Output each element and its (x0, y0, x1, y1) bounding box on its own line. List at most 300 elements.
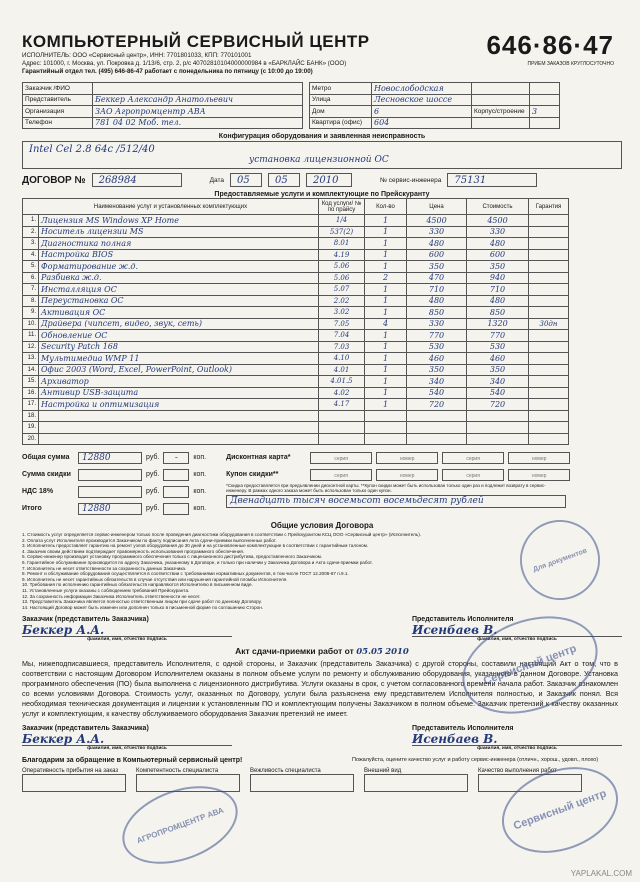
address-field-label-2 (472, 83, 530, 95)
service-qty: 1 (365, 284, 407, 296)
address-field-value-2: 3 (530, 106, 560, 118)
requisites-line-2: Адрес: 101000, г. Москва, ул. Покровка д. 1/13/6, стр. 2, р/с 40702810104000000984 в «БАРКЛАЙС БАНК» (ООО) (22, 60, 347, 67)
service-row (23, 376, 569, 388)
total-kop: коп. (193, 505, 207, 512)
service-price: 350 (407, 364, 467, 376)
service-cost: 4500 (467, 215, 529, 227)
col-name-header: Наименование услуг и установленных комплектующих (23, 199, 319, 215)
services-table (22, 198, 569, 445)
service-price: 770 (407, 330, 467, 342)
act-year: 2010 (385, 647, 409, 658)
thanks-text: Благодарим за обращение в Компьютерный сервисный центр! (22, 757, 243, 765)
service-code: 3.02 (319, 307, 365, 319)
service-warranty (529, 307, 569, 319)
discount-rub: руб. (146, 471, 160, 478)
service-num: 12. (23, 341, 39, 353)
service-price: 710 (407, 284, 467, 296)
service-cost: 530 (467, 341, 529, 353)
service-qty: 1 (365, 295, 407, 307)
thanks-row (22, 757, 622, 764)
sum-label: Общая сумма (22, 454, 70, 461)
service-row (23, 433, 569, 445)
customer-signature (22, 616, 232, 642)
service-warranty (529, 238, 569, 250)
service-warranty (529, 410, 569, 422)
service-warranty (529, 353, 569, 365)
service-code: 2.02 (319, 295, 365, 307)
conditions-title: Общие условия Договора (270, 521, 374, 530)
sum-value: 12880 (78, 452, 142, 464)
service-row (23, 307, 569, 319)
vat-value (78, 486, 142, 498)
service-warranty (529, 422, 569, 434)
service-row (23, 215, 569, 227)
service-code: 7.03 (319, 341, 365, 353)
service-price (407, 410, 467, 422)
service-cost: 480 (467, 238, 529, 250)
service-qty: 1 (365, 387, 407, 399)
address-field-value-2 (530, 117, 560, 129)
address-field-value-2 (530, 83, 560, 95)
rating-1 (22, 768, 126, 792)
service-price: 530 (407, 341, 467, 353)
company-name: КОМПЬЮТЕРНЫЙ СЕРВИСНЫЙ ЦЕНТР (22, 32, 370, 51)
service-num: 9. (23, 307, 39, 319)
customer-left-table (22, 82, 303, 129)
total-rub: руб. (146, 505, 160, 512)
card-number-2: номер (508, 452, 570, 464)
discount-note: *Скидка предоставляется при предъявлении дисконтной карты. **Купон скидки может быть использован только один раз и подлежит возврату в сервис-инженеру. В рамках одного заказа может быть использован только один купон. (226, 483, 546, 493)
service-warranty (529, 433, 569, 445)
col-qty-header: Кол-во (365, 199, 407, 215)
service-code (319, 433, 365, 445)
sum-row (22, 449, 206, 466)
address-field-label-2 (472, 94, 530, 106)
service-price: 720 (407, 399, 467, 411)
address-row (310, 94, 560, 106)
service-num: 2. (23, 226, 39, 238)
service-qty: 1 (365, 399, 407, 411)
warranty-line: Гарантийный отдел тел. (495) 646-86-47 работает с понедельника по пятницу (с 10:00 до 19:00) (22, 68, 313, 75)
totals-block (22, 449, 622, 517)
service-name: Антивир USB-защита (39, 387, 319, 399)
service-qty: 1 (365, 364, 407, 376)
service-row (23, 249, 569, 261)
date-month: 05 (268, 173, 300, 187)
vat-kop-value (163, 486, 189, 498)
evaluate-text: Пожалуйста, оцените качество услуг и работу сервис-инженера (отличн., хорош., удовл., плохо) (352, 757, 599, 764)
service-code: 5.06 (319, 261, 365, 273)
total-in-words: Двенадцать тысяч восемьсот восемьдесят рублей (226, 495, 566, 508)
condition-item: 5. Сервис-инженер производит установку программного обеспечения только с лицензионного дистрибутива, предоставленного Заказчиком. (22, 554, 323, 560)
service-cost: 710 (467, 284, 529, 296)
service-warranty (529, 387, 569, 399)
service-num: 19. (23, 422, 39, 434)
service-name (39, 433, 319, 445)
service-code (319, 410, 365, 422)
config-title: Конфигурация оборудования и заявленная неисправность (218, 133, 426, 140)
phone-number: 646·86·47 (486, 30, 614, 60)
condition-item: 10. Требования по исполнению гарантийных обязательств направляются Исполнителю в письменном виде. (22, 582, 253, 588)
service-name: Архиватор (39, 376, 319, 388)
phone-block (486, 30, 614, 76)
coupon-series-2: серия (442, 469, 504, 481)
service-num: 18. (23, 410, 39, 422)
service-price: 460 (407, 353, 467, 365)
card-row (226, 449, 570, 466)
service-code: 4.10 (319, 353, 365, 365)
service-code: 4.17 (319, 399, 365, 411)
service-cost: 940 (467, 272, 529, 284)
service-qty: 1 (365, 353, 407, 365)
service-code: 4.19 (319, 249, 365, 261)
service-price: 480 (407, 238, 467, 250)
totals-right (226, 449, 570, 517)
coupon-label: Купон скидки** (226, 471, 279, 478)
address-field-label-2 (472, 117, 530, 129)
service-row (23, 295, 569, 307)
col-warranty-header: Гарантия (529, 199, 569, 215)
customer-field-value: Беккер Александр Анатольевич (93, 94, 303, 106)
service-name: Переустановка ОС (39, 295, 319, 307)
service-num: 15. (23, 376, 39, 388)
service-num: 4. (23, 249, 39, 261)
service-cost: 540 (467, 387, 529, 399)
date-label: Дата (209, 176, 224, 184)
executor-sign-caption: фамилия, имя, отчество подпись (477, 637, 557, 643)
service-cost: 460 (467, 353, 529, 365)
address-field-value: 6 (372, 106, 472, 118)
service-code: 5.07 (319, 284, 365, 296)
service-name: Настройка и оптимизация (39, 399, 319, 411)
condition-item: 6. Гарантийное обслуживание производится по адресу Заказчика, указанному в Договоре, и только при наличии у Заказчика Договора и Акта сдачи-приемки работ. (22, 559, 373, 565)
service-num: 20. (23, 433, 39, 445)
service-warranty (529, 341, 569, 353)
total-row (22, 500, 206, 517)
contract-number: 268984 (92, 173, 182, 187)
service-cost: 350 (467, 261, 529, 273)
service-cost: 350 (467, 364, 529, 376)
service-row (23, 422, 569, 434)
service-name: Офис 2003 (Word, Excel, PowerPoint, Outlook) (39, 364, 319, 376)
service-code (319, 422, 365, 434)
watermark: YAPLAKAL.COM (570, 869, 632, 878)
act-customer-value: Беккер А.А. (22, 732, 232, 746)
customer-sign-caption: фамилия, имя, отчество подпись (87, 637, 167, 643)
service-name: Мультимедиа WMP 11 (39, 353, 319, 365)
col-cost-header: Стоимость (467, 199, 529, 215)
engineer-number: 75131 (447, 173, 537, 187)
service-price: 850 (407, 307, 467, 319)
act-body: Мы, нижеподписавшиеся, представитель Исполнителя, с одной стороны, и Заказчик (представитель Заказчика) с другой стороны, составили настоящий Акт о том, что в соответствии с настоящим Договором Исполнителем оказаны в полном объеме услуги по ремонту и обслуживанию оборудования, указанного в данном Договоре. Установка программного обеспечения (ПО) была выполнена с лицензионного дистрибутива. Услуги оказаны в срок, с учетом согласованного времени начала работ. Заказчик ознакомлен со всеми условиями Договора. Стоимость услуг, оказанных по Договору, услуги была разъяснена ему представителем Исполнителя полностью, и Заказчик понял. Вся необходимая техническая документация и лицензии к установленным ПО и комплектующим получены Заказчиком в полном объеме. Заказчик претензий к качеству оказанных услуг и комплектующим, к качеству обслуживаемого оборудования Заказчик претензий не имеет. (22, 659, 618, 719)
address-row (310, 83, 560, 95)
address-field-label-2: Корпус/строение (472, 106, 530, 118)
total-value: 12880 (78, 503, 142, 515)
service-row (23, 284, 569, 296)
discount-row (22, 466, 206, 483)
condition-item: 8. Ремонт и обслуживание оборудования осуществляется в соответствии с требованиями нормативных документов, в том числе ГОСТ 12.2006-87 п.9.1. (22, 571, 349, 577)
address-field-label: Квартира (офис) (310, 117, 372, 129)
address-field-value-2 (530, 94, 560, 106)
card-label: Дисконтная карта* (226, 454, 291, 461)
service-row (23, 399, 569, 411)
discount-kop-value (163, 469, 189, 481)
condition-item: 7. Исполнитель не несет ответственности за сохранность данных Заказчика. (22, 565, 187, 571)
service-price: 340 (407, 376, 467, 388)
address-field-value: 604 (372, 117, 472, 129)
service-num: 17. (23, 399, 39, 411)
condition-item: 1. Стоимость услуг определяется сервис-инженером только после проведения диагностики оборудования в соответствии с Прейскурантом КСЦ ООО «Сервисный центр» (Исполнитель). (22, 532, 422, 537)
service-name: Разбивка ж.д. (39, 272, 319, 284)
service-cost: 850 (467, 307, 529, 319)
condition-item: 14. Настоящий Договор может быть изменен или дополнен только в письменной форме по соглашению Сторон. (22, 604, 264, 610)
service-price: 480 (407, 295, 467, 307)
service-qty: 4 (365, 318, 407, 330)
act-executor-label: Представитель Исполнителя (412, 725, 514, 733)
act-customer-label: Заказчик (представитель Заказчика) (22, 725, 149, 733)
service-cost (467, 410, 529, 422)
rating-3 (250, 768, 354, 792)
customer-sign-label: Заказчик (представитель Заказчика) (22, 616, 149, 624)
service-row (23, 238, 569, 250)
condition-item: 3. Исполнитель предоставляет гарантию на ремонт узлов оборудования до 30 дней и на установленные комплектующие в соответствии с гарантийным талоном. (22, 543, 369, 549)
service-qty: 1 (365, 307, 407, 319)
address-field-label: Улица (310, 94, 372, 106)
service-warranty (529, 261, 569, 273)
service-warranty (529, 249, 569, 261)
address-field-value: Новослободская (372, 83, 472, 95)
service-qty (365, 410, 407, 422)
condition-item: 2. Оплата услуг Исполнителя производится Заказчиком по факту подписания Акта сдачи-приемки выполненных работ. (22, 537, 277, 543)
condition-item: 12. За сохранность информации Заказчика Исполнитель ответственности не несет. (22, 593, 201, 599)
service-name: Диагностика полная (39, 238, 319, 250)
service-name (39, 410, 319, 422)
coupon-row (226, 466, 570, 483)
service-qty: 1 (365, 249, 407, 261)
customer-field-label: Организация (23, 106, 93, 118)
engineer-label: № сервис-инженера (379, 176, 442, 184)
rating-5-label: Качество выполнения работ (478, 768, 557, 775)
service-num: 5. (23, 261, 39, 273)
service-code: 7.04 (319, 330, 365, 342)
company-info (22, 10, 370, 76)
service-qty: 2 (365, 272, 407, 284)
act-executor-value: Исенбаев В. (412, 732, 622, 746)
service-warranty (529, 215, 569, 227)
service-row (23, 318, 569, 330)
service-code: 4.01 (319, 364, 365, 376)
customer-row (23, 83, 303, 95)
service-price: 4500 (407, 215, 467, 227)
act-customer-signature (22, 725, 232, 751)
service-name: Активация ОС (39, 307, 319, 319)
service-price (407, 422, 467, 434)
service-qty: 1 (365, 376, 407, 388)
coupon-number: номер (376, 469, 438, 481)
service-cost: 600 (467, 249, 529, 261)
service-cost (467, 422, 529, 434)
service-price: 540 (407, 387, 467, 399)
vat-row (22, 483, 206, 500)
act-executor-signature (412, 725, 622, 751)
act-executor-caption: фамилия, имя, отчество подпись (477, 746, 557, 752)
service-row (23, 410, 569, 422)
contract-row (22, 173, 622, 187)
service-num: 10. (23, 318, 39, 330)
phone-subtitle: ПРИЕМ ЗАКАЗОВ КРУГЛОСУТОЧНО (527, 61, 614, 67)
act-signatures-row (22, 725, 622, 751)
service-num: 14. (23, 364, 39, 376)
customer-field-value (93, 83, 303, 95)
service-stamp-2: Сервисный центр (490, 752, 630, 868)
service-qty: 1 (365, 261, 407, 273)
service-qty (365, 422, 407, 434)
discount-kop: коп. (193, 471, 207, 478)
date-year: 2010 (306, 173, 352, 187)
address-row (310, 117, 560, 129)
service-row (23, 353, 569, 365)
service-warranty (529, 226, 569, 238)
date-day: 05 (230, 173, 262, 187)
service-row (23, 226, 569, 238)
condition-item: 4. Заказчик своим действием подтверждает правомерность использования программного обеспечения. (22, 548, 245, 554)
customer-row (23, 94, 303, 106)
config-box (22, 141, 622, 169)
address-field-value: Лесновское шоссе (372, 94, 472, 106)
total-kop-value (163, 503, 189, 515)
services-header-row (23, 199, 569, 215)
service-num: 6. (23, 272, 39, 284)
sum-kop: коп. (193, 454, 207, 461)
service-name: Драйвера (чипсет, видео, звук, сеть) (39, 318, 319, 330)
vat-rub: руб. (146, 488, 160, 495)
rating-3-label: Вежливость специалиста (250, 768, 321, 775)
customer-block (22, 82, 622, 129)
services-title: Предоставляемые услуги и комплектующие по Прейскуранту (214, 191, 430, 198)
address-field-label: Метро (310, 83, 372, 95)
card-number: номер (376, 452, 438, 464)
address-row (310, 106, 560, 118)
customer-right-table (309, 82, 560, 129)
card-series: серия (310, 452, 372, 464)
service-name: Настройка BIOS (39, 249, 319, 261)
service-name: Инсталляция ОС (39, 284, 319, 296)
customer-row (23, 106, 303, 118)
service-row (23, 364, 569, 376)
service-num: 16. (23, 387, 39, 399)
customer-field-value: 781 04 02 Моб. тел. (93, 117, 303, 129)
address-field-label: Дом (310, 106, 372, 118)
service-price: 600 (407, 249, 467, 261)
act-title-prefix: Акт сдачи-приемки работ от (235, 646, 354, 657)
condition-item: 11. Установленные услуги оказаны с соблюдением требований Прейскуранта. (22, 587, 190, 593)
rating-4-label: Внешний вид (364, 768, 402, 775)
service-warranty (529, 376, 569, 388)
rating-3-box (250, 774, 354, 792)
service-row (23, 272, 569, 284)
service-qty: 1 (365, 330, 407, 342)
service-cost: 1320 (467, 318, 529, 330)
rating-1-label: Оперативность прибытия на заказ (22, 768, 119, 775)
service-warranty (529, 284, 569, 296)
service-price: 470 (407, 272, 467, 284)
condition-item: 9. Исполнитель не несет гарантийных обязательств в случае отсутствия или нарушения гарантийной пломбы Исполнителя. (22, 576, 288, 582)
act-date: 05.05 (356, 647, 383, 658)
documents-stamp: Для документов (509, 509, 612, 612)
service-price: 330 (407, 226, 467, 238)
service-num: 1. (23, 215, 39, 227)
service-price: 350 (407, 261, 467, 273)
requisites-line-1: ИСПОЛНИТЕЛЬ: ООО «Сервисный центр», ИНН: 7701801033, КПП: 770101001 (22, 52, 252, 59)
service-warranty: 30дн (529, 318, 569, 330)
service-qty: 1 (365, 238, 407, 250)
customer-field-value: ЗАО Агропромцентр АВА (93, 106, 303, 118)
service-name: Лицензия MS Windows XP Home (39, 215, 319, 227)
service-warranty (529, 272, 569, 284)
service-code: 5.06 (319, 272, 365, 284)
service-row (23, 261, 569, 273)
service-num: 8. (23, 295, 39, 307)
customer-field-label: Представитель (23, 94, 93, 106)
rating-2-label: Компетентность специалиста (136, 768, 219, 775)
service-warranty (529, 295, 569, 307)
service-name: Носитель лицензии MS (39, 226, 319, 238)
col-price-header: Цена (407, 199, 467, 215)
service-cost: 720 (467, 399, 529, 411)
customer-field-label: Заказчик /ФИО (23, 83, 93, 95)
vat-kop: коп. (193, 488, 207, 495)
service-warranty (529, 330, 569, 342)
service-name (39, 422, 319, 434)
service-code: 4.01.5 (319, 376, 365, 388)
rating-4 (364, 768, 468, 792)
card-series-2: серия (442, 452, 504, 464)
totals-left (22, 449, 206, 517)
discount-value (78, 469, 142, 481)
service-name: Обновление ОС (39, 330, 319, 342)
service-cost (467, 433, 529, 445)
total-label: Итого (22, 505, 42, 512)
service-qty: 1 (365, 215, 407, 227)
sum-rub: руб. (146, 454, 160, 461)
service-price: 330 (407, 318, 467, 330)
service-cost: 330 (467, 226, 529, 238)
act-customer-caption: фамилия, имя, отчество подпись (87, 746, 167, 752)
service-row (23, 387, 569, 399)
service-qty (365, 433, 407, 445)
service-row (23, 341, 569, 353)
executor-sign-value: Исенбаев В. (412, 623, 622, 637)
sum-kop-value: - (163, 452, 189, 464)
service-name: Форматирование ж.д. (39, 261, 319, 273)
service-row (23, 330, 569, 342)
service-stamp-1: Сервисный центр (449, 599, 611, 731)
condition-item: 13. Представитель Заказчика является полностью ответственным лицом при сдаче работ по данному Договору. (22, 599, 262, 605)
service-code: 8.01 (319, 238, 365, 250)
service-qty: 1 (365, 341, 407, 353)
company-stamp: АГРОПРОМЦЕНТР АВА (112, 772, 249, 879)
service-code: 4.02 (319, 387, 365, 399)
executor-sign-label: Представитель Исполнителя (412, 616, 514, 624)
service-num: 11. (23, 330, 39, 342)
service-cost: 340 (467, 376, 529, 388)
service-cost: 480 (467, 295, 529, 307)
service-num: 3. (23, 238, 39, 250)
rating-1-box (22, 774, 126, 792)
coupon-number-2: номер (508, 469, 570, 481)
service-price (407, 433, 467, 445)
service-name: Security Patch 168 (39, 341, 319, 353)
